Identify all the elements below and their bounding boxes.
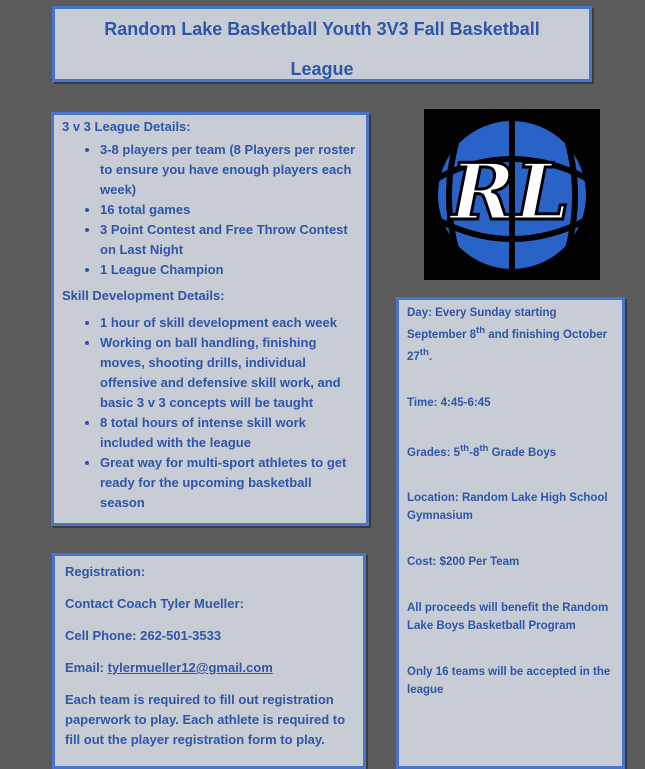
info-cost: Cost: $200 Per Team xyxy=(407,556,520,569)
skill-details-list xyxy=(62,313,358,513)
basketball-logo-icon xyxy=(424,109,600,280)
info-day xyxy=(407,304,614,366)
grades-sup: th xyxy=(460,442,470,454)
day-sup: th xyxy=(419,346,429,358)
info-limit: Only 16 teams will be accepted in the league xyxy=(407,666,611,697)
registration-email-line xyxy=(65,658,353,678)
info-proceeds: All proceeds will benefit the Random Lake Boys Basketball Program xyxy=(407,602,609,633)
info-time: Time: 4:45-6:45 xyxy=(407,396,491,409)
info-box xyxy=(396,297,625,769)
league-details-heading: 3 v 3 League Details: xyxy=(62,119,191,134)
list-item: • Great way for multi-sport athletes to get ready for the upcoming basketball season xyxy=(100,453,358,513)
list-item: • 16 total games xyxy=(100,200,358,220)
day-text: and finishing October 27 xyxy=(407,328,608,363)
list-item: • 3 Point Contest and Free Throw Contest on Last Night xyxy=(100,220,358,260)
title-line-2: League xyxy=(290,59,354,79)
logo-letters: RL xyxy=(450,147,570,238)
skill-details-heading: Skill Development Details: xyxy=(62,288,225,303)
list-item: • Working on ball handling, finishing moves, shooting drills, individual offensive and defensive skill work, and basic 3 v 3 concepts will be taught xyxy=(100,333,358,413)
grades-text: -8 xyxy=(469,446,480,459)
day-text: . xyxy=(428,350,433,363)
grades-text: Grade Boys xyxy=(488,446,557,459)
day-sup: th xyxy=(476,325,486,336)
league-details-list xyxy=(62,140,358,280)
info-location: Location: Random Lake High School Gymnasium xyxy=(407,492,608,523)
info-grades xyxy=(407,440,614,462)
grades-text: Grades: 5 xyxy=(407,446,461,459)
registration-heading: Registration: xyxy=(65,564,146,579)
list-item: • 1 League Champion xyxy=(100,260,358,280)
list-item: • 3-8 players per team (8 Players per roster to ensure you have enough players each week) xyxy=(100,140,358,200)
registration-box xyxy=(52,553,366,769)
email-link[interactable]: tylermueller12@gmail.com xyxy=(107,660,273,675)
list-item: • 1 hour of skill development each week xyxy=(100,313,358,333)
grades-sup: th xyxy=(479,442,489,454)
registration-phone: Cell Phone: 262-501-3533 xyxy=(65,628,222,643)
title-box xyxy=(52,6,592,82)
email-label: Email: xyxy=(65,660,108,675)
team-logo xyxy=(424,109,600,280)
day-text: Day: Every Sunday starting September 8 xyxy=(407,307,557,341)
registration-note: Each team is required to fill out registration paperwork to play. Each athlete is required to fill out the player registration form to play. xyxy=(65,692,346,747)
details-box xyxy=(51,112,369,526)
title-line-1: Random Lake Basketball Youth 3V3 Fall Basketball xyxy=(104,19,540,39)
registration-contact: Contact Coach Tyler Mueller: xyxy=(65,596,244,611)
list-item: • 8 total hours of intense skill work included with the league xyxy=(100,413,358,453)
